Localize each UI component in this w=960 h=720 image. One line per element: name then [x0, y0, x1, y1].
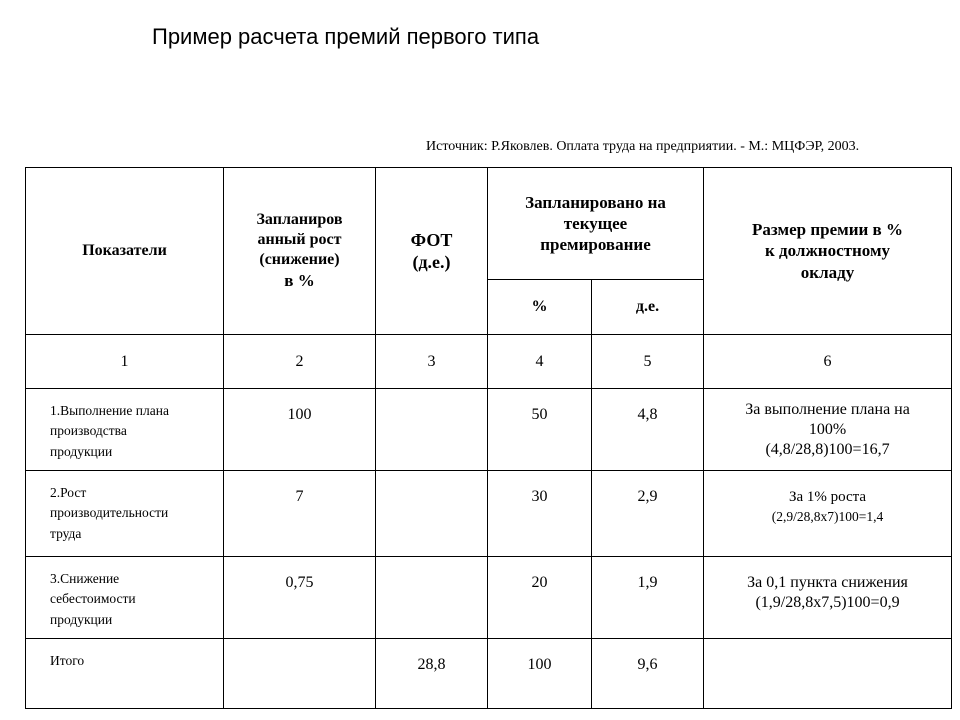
column-number: 4	[488, 335, 592, 389]
column-number: 2	[224, 335, 376, 389]
de-value: 9,6	[592, 639, 704, 709]
fot-value	[376, 471, 488, 557]
bonus-calculation: За выполнение плана на 100% (4,8/28,8)100=16,7	[704, 389, 952, 471]
column-number: 5	[592, 335, 704, 389]
header-de: д.е.	[592, 280, 704, 335]
fot-value	[376, 389, 488, 471]
percent-value: 50	[488, 389, 592, 471]
header-indicators: Показатели	[26, 168, 224, 335]
table-row	[26, 639, 952, 709]
header-bonus-size: Размер премии в % к должностному окладу	[704, 168, 952, 335]
bonus-calculation: За 0,1 пункта снижения (1,9/28,8х7,5)100=0,9	[704, 557, 952, 639]
bonus-calculation: За 1% роста (2,9/28,8х7)100=1,4	[704, 471, 952, 557]
de-value: 1,9	[592, 557, 704, 639]
percent-value: 30	[488, 471, 592, 557]
row-label: 1.Выполнение плана производства продукции	[26, 389, 224, 471]
table-row	[26, 557, 952, 639]
table-row	[26, 471, 952, 557]
table-row	[26, 389, 952, 471]
column-number: 1	[26, 335, 224, 389]
header-percent: %	[488, 280, 592, 335]
source-citation: Источник: Р.Яковлев. Оплата труда на предприятии. - М.: МЦФЭР, 2003.	[426, 139, 860, 154]
bonus-calculation	[704, 639, 952, 709]
percent-value: 20	[488, 557, 592, 639]
de-value: 2,9	[592, 471, 704, 557]
growth-value	[224, 639, 376, 709]
fot-value	[376, 557, 488, 639]
growth-value: 100	[224, 389, 376, 471]
column-number: 3	[376, 335, 488, 389]
column-number: 6	[704, 335, 952, 389]
growth-value: 7	[224, 471, 376, 557]
row-label: 2.Рост производительности труда	[26, 471, 224, 557]
header-planned-growth: Запланиров анный рост (снижение) в %	[224, 168, 376, 335]
page-title: Пример расчета премий первого типа	[152, 24, 540, 49]
bonus-table	[25, 167, 952, 709]
fot-value: 28,8	[376, 639, 488, 709]
de-value: 4,8	[592, 389, 704, 471]
row-label: Итого	[26, 639, 224, 709]
percent-value: 100	[488, 639, 592, 709]
row-label: 3.Снижение себестоимости продукции	[26, 557, 224, 639]
growth-value: 0,75	[224, 557, 376, 639]
header-planned-current: Запланировано на текущее премирование	[488, 168, 704, 280]
header-fot: ФОТ (д.е.)	[376, 168, 488, 335]
